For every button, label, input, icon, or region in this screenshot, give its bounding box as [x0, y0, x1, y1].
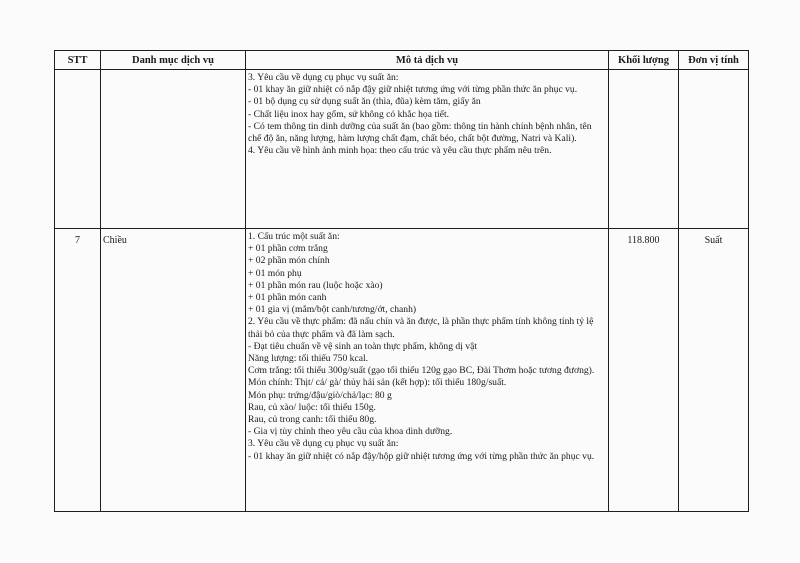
header-description: Mô tả dịch vụ	[246, 51, 609, 70]
description-line: + 01 phần món canh	[248, 292, 327, 304]
description-line: 1. Cấu trúc một suất ăn:	[248, 231, 340, 242]
description-line: Món chính: Thịt/ cá/ gà/ thủy hải sản (kết hợp): tối thiểu 180g/suất.	[248, 377, 507, 389]
table-header-row	[55, 51, 749, 70]
row-stt	[55, 70, 101, 229]
description-line: 3. Yêu cầu về dụng cụ phục vụ suất ăn:	[248, 438, 399, 450]
row-quantity	[609, 70, 679, 229]
description-line: - 01 khay ăn giữ nhiệt có nắp đậy giữ nhiệt tương ứng với từng phần thức ăn phục vụ.	[248, 84, 578, 96]
description-line: Năng lượng: tối thiểu 750 kcal.	[248, 353, 369, 365]
description-line: + 01 gia vị (mắm/bột canh/tương/ớt, chanh)	[248, 304, 417, 316]
description-line: - Gia vị tùy chỉnh theo yêu cầu của khoa dinh dưỡng.	[248, 426, 453, 438]
description-line: Món phụ: trứng/đậu/giò/chả/lạc: 80 g	[248, 389, 392, 401]
description-line: Rau, củ xào/ luộc: tối thiểu 150g.	[248, 401, 376, 413]
row-stt: 7	[55, 229, 101, 512]
description-line: 2. Yêu cầu về thực phẩm: đã nấu chín và ăn được, là phần thực phẩm tính không tính tỷ lệ thải bỏ của thực phẩm và đã làm sạch.	[248, 316, 594, 340]
description-line: - 01 bộ dụng cụ sử dụng suất ăn (thìa, đũa) kèm tăm, giấy ăn	[248, 96, 481, 108]
row-description	[246, 229, 609, 512]
header-quantity: Khối lượng	[609, 51, 679, 70]
description-line: + 01 phần cơm trắng	[248, 243, 328, 255]
header-category: Danh mục dịch vụ	[101, 51, 246, 70]
row-category: Chiều	[101, 229, 246, 512]
table-row	[55, 70, 749, 229]
row-category	[101, 70, 246, 229]
description-line: - Đạt tiêu chuẩn về vệ sinh an toàn thực phẩm, không dị vật	[248, 340, 477, 352]
service-table	[54, 50, 749, 512]
row-description	[246, 70, 609, 229]
header-unit: Đơn vị tính	[679, 51, 749, 70]
table-row	[55, 229, 749, 512]
description-line: 4. Yêu cầu về hình ảnh minh họa: theo cấu trúc và yêu cầu thực phẩm nêu trên.	[248, 145, 552, 157]
description-line: + 01 phần món rau (luộc hoặc xào)	[248, 279, 383, 291]
description-line: - 01 khay ăn giữ nhiệt có nắp đậy/hộp giữ nhiệt tương ứng với từng phần thức ăn phục vụ.	[248, 450, 595, 462]
row-unit	[679, 70, 749, 229]
description-line: - Có tem thông tin dinh dưỡng của suất ăn (bao gồm: thông tin hành chính bệnh nhân, tên chế độ ăn, năng lượng, hàm lượng chất đạm, chất béo, chất bột đường, Natri và Kali).	[248, 120, 592, 145]
description-line: + 01 món phụ	[248, 267, 302, 279]
header-stt: STT	[55, 51, 101, 70]
description-line: 3. Yêu cầu về dụng cụ phục vụ suất ăn:	[248, 72, 399, 83]
row-quantity: 118.800	[609, 229, 679, 512]
description-line: Rau, củ trong canh: tối thiểu 80g.	[248, 414, 377, 426]
description-line: Cơm trắng: tối thiểu 300g/suất (gạo tối thiểu 120g gạo BC, Đài Thơm hoặc tương đương).	[248, 365, 595, 377]
row-unit: Suất	[679, 229, 749, 512]
description-line: + 02 phần món chính	[248, 255, 330, 267]
description-line: - Chất liệu inox hay gốm, sứ không có khắc họa tiết.	[248, 108, 450, 120]
